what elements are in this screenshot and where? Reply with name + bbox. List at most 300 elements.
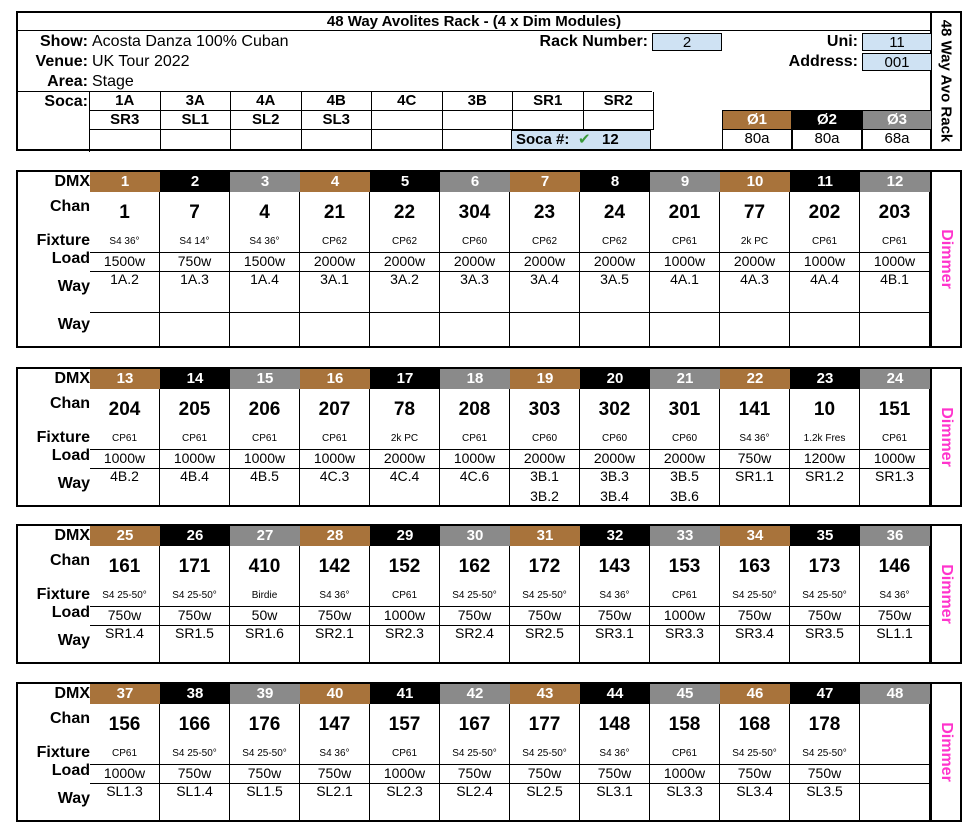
fixture-type[interactable]: CP62 — [391, 236, 417, 247]
way-value[interactable]: 4B.2 — [110, 468, 139, 484]
channel-column[interactable] — [580, 704, 650, 820]
chan-number[interactable]: 23 — [533, 202, 556, 223]
load-value[interactable]: 2000w — [580, 449, 649, 469]
load-value[interactable]: 750w — [790, 606, 859, 626]
load-value[interactable]: 1000w — [160, 449, 229, 469]
way-value[interactable]: SR1.6 — [245, 625, 284, 641]
channel-column[interactable] — [160, 546, 230, 662]
way-value[interactable]: SL3.3 — [666, 783, 703, 799]
load-label: Load — [51, 604, 90, 621]
way-value[interactable]: SR2.5 — [525, 625, 564, 641]
load-value[interactable]: 2000w — [510, 252, 579, 272]
soca-row2-cell[interactable] — [584, 111, 655, 130]
uni-label: Uni: — [826, 33, 858, 50]
way-divider — [510, 312, 579, 313]
fixture-type[interactable]: CP61 — [671, 748, 697, 759]
chan-number[interactable]: 158 — [668, 714, 701, 735]
channel-column[interactable] — [90, 704, 160, 820]
fixture-type[interactable]: CP60 — [671, 433, 697, 444]
chan-number[interactable]: 7 — [189, 202, 200, 223]
fixture-type[interactable]: S4 25-50° — [802, 748, 847, 759]
fixture-type[interactable]: CP61 — [181, 433, 207, 444]
chan-number[interactable]: 207 — [318, 399, 351, 420]
load-value[interactable]: 750w — [160, 764, 229, 784]
soca-row3-cell[interactable] — [302, 130, 373, 150]
fixture-type[interactable]: S4 25-50° — [802, 590, 847, 601]
way-divider — [230, 312, 299, 313]
fixture-type[interactable]: S4 25-50° — [102, 590, 147, 601]
channel-column[interactable] — [510, 546, 580, 662]
soca-row2-cell[interactable]: SL2 — [231, 111, 302, 130]
soca-row2-cell[interactable] — [443, 111, 514, 130]
sheet-title: 48 Way Avolites Rack - (4 x Dim Modules) — [18, 13, 930, 31]
chan-number[interactable]: 78 — [393, 399, 416, 420]
way-value[interactable]: 1A.4 — [250, 271, 279, 287]
load-value[interactable]: 50w — [230, 606, 299, 626]
way-value[interactable]: 3A.3 — [460, 271, 489, 287]
load-value[interactable]: 1000w — [440, 449, 509, 469]
load-value[interactable]: 750w — [720, 449, 789, 469]
fixture-type[interactable]: S4 36° — [599, 748, 630, 759]
way-divider — [580, 312, 649, 313]
venue-value[interactable]: UK Tour 2022 — [92, 53, 190, 70]
chan-number[interactable]: 152 — [388, 556, 421, 577]
chan-number[interactable]: 151 — [878, 399, 911, 420]
dimmer-label: Dimmer — [938, 407, 955, 467]
chan-number[interactable]: 157 — [388, 714, 421, 735]
channel-column[interactable] — [580, 192, 650, 346]
chan-number[interactable]: 142 — [318, 556, 351, 577]
way-divider — [90, 312, 159, 313]
way-value[interactable]: 3A.4 — [530, 271, 559, 287]
way-value[interactable]: SL2.4 — [456, 783, 493, 799]
way-label: Way — [57, 790, 90, 807]
load-value[interactable]: 750w — [230, 764, 299, 784]
load-value[interactable]: 750w — [580, 606, 649, 626]
fixture-type[interactable]: S4 36° — [739, 433, 770, 444]
load-value[interactable]: 2000w — [440, 252, 509, 272]
load-value[interactable]: 1000w — [230, 449, 299, 469]
fixture-type[interactable]: CP62 — [531, 236, 557, 247]
fixture-type[interactable]: CP61 — [881, 433, 907, 444]
fixture-type[interactable]: CP61 — [671, 590, 697, 601]
load-value[interactable]: 750w — [860, 606, 929, 626]
chan-number[interactable]: 201 — [668, 202, 701, 223]
chan-number[interactable]: 77 — [743, 202, 766, 223]
fixture-type[interactable]: CP60 — [531, 433, 557, 444]
soca-row3-cell[interactable] — [90, 130, 161, 150]
dmx-number: 15 — [230, 369, 300, 389]
load-value[interactable]: 1000w — [650, 252, 719, 272]
fixture-type[interactable]: S4 25-50° — [242, 748, 287, 759]
soca-row1-cell[interactable]: 4B — [302, 92, 373, 111]
soca-count-value: 12 — [602, 131, 619, 148]
channel-column[interactable] — [860, 546, 930, 662]
phase-summary — [722, 110, 932, 150]
channel-column[interactable] — [370, 704, 440, 820]
way-value[interactable]: SL1.3 — [106, 783, 143, 799]
way-value[interactable]: SL3.5 — [806, 783, 843, 799]
channel-column[interactable] — [580, 546, 650, 662]
way-value[interactable]: SR3.3 — [665, 625, 704, 641]
chan-number[interactable]: 156 — [108, 714, 141, 735]
way-value[interactable]: 3B.5 — [670, 468, 699, 484]
fixture-type[interactable]: CP61 — [111, 748, 137, 759]
load-value[interactable]: 2000w — [300, 252, 369, 272]
chan-number[interactable]: 141 — [738, 399, 771, 420]
channel-column[interactable] — [230, 704, 300, 820]
chan-number[interactable]: 202 — [808, 202, 841, 223]
channel-column[interactable] — [90, 389, 160, 505]
way-value[interactable]: SR1.3 — [875, 468, 914, 484]
channel-column[interactable] — [790, 704, 860, 820]
fixture-type[interactable]: CP61 — [671, 236, 697, 247]
soca-row2-cell[interactable]: SR3 — [90, 111, 161, 130]
way-value-2[interactable]: 3B.6 — [670, 488, 699, 504]
channel-column[interactable] — [440, 704, 510, 820]
dimmer-side-strip — [932, 524, 962, 664]
chan-number[interactable]: 172 — [528, 556, 561, 577]
way-value[interactable]: 3B.1 — [530, 468, 559, 484]
fixture-type[interactable]: CP60 — [601, 433, 627, 444]
load-value[interactable]: 1500w — [90, 252, 159, 272]
fixture-label: Fixture — [36, 232, 90, 249]
chan-number[interactable]: 166 — [178, 714, 211, 735]
channel-column[interactable] — [790, 546, 860, 662]
load-value[interactable]: 2000w — [370, 449, 439, 469]
chan-number[interactable]: 22 — [393, 202, 416, 223]
fixture-type[interactable]: S4 25-50° — [172, 590, 217, 601]
dmx-number: 19 — [510, 369, 580, 389]
address-field[interactable]: 001 — [862, 53, 932, 71]
chan-number[interactable]: 21 — [323, 202, 346, 223]
way-value[interactable]: 4C.3 — [319, 468, 350, 484]
chan-number[interactable]: 178 — [808, 714, 841, 735]
chan-number[interactable]: 177 — [528, 714, 561, 735]
load-value[interactable]: 750w — [790, 764, 859, 784]
fixture-type[interactable]: CP61 — [461, 433, 487, 444]
channel-column[interactable] — [790, 192, 860, 346]
soca-row1-cell[interactable]: 3A — [161, 92, 232, 111]
fixture-type[interactable]: CP61 — [111, 433, 137, 444]
chan-number[interactable]: 143 — [598, 556, 631, 577]
chan-number[interactable]: 171 — [178, 556, 211, 577]
fixture-type[interactable]: CP61 — [811, 236, 837, 247]
way-value[interactable]: SL1.5 — [246, 783, 283, 799]
way-value[interactable]: SR2.3 — [385, 625, 424, 641]
soca-row2-cell[interactable] — [372, 111, 443, 130]
load-value[interactable]: 2000w — [370, 252, 439, 272]
channel-column[interactable] — [440, 546, 510, 662]
fixture-type[interactable]: CP61 — [391, 748, 417, 759]
dmx-number: 33 — [650, 526, 720, 546]
channel-column[interactable] — [300, 546, 370, 662]
fixture-type[interactable]: S4 36° — [319, 590, 350, 601]
dimmer-label: Dimmer — [938, 564, 955, 624]
load-value[interactable]: 2000w — [580, 252, 649, 272]
load-value[interactable]: 750w — [160, 606, 229, 626]
fixture-type[interactable]: CP62 — [321, 236, 347, 247]
soca-row1-cell[interactable]: 1A — [90, 92, 161, 111]
way-value[interactable]: SR1.2 — [805, 468, 844, 484]
fixture-type[interactable]: S4 25-50° — [172, 748, 217, 759]
channel-column[interactable] — [860, 704, 930, 820]
channel-column[interactable] — [90, 546, 160, 662]
way-value[interactable]: 3B.3 — [600, 468, 629, 484]
uni-field[interactable]: 11 — [862, 33, 932, 51]
fixture-type[interactable]: CP61 — [251, 433, 277, 444]
fixture-type[interactable]: CP61 — [391, 590, 417, 601]
chan-number[interactable]: 304 — [458, 202, 491, 223]
channel-column[interactable] — [720, 704, 790, 820]
way-value[interactable]: 4A.3 — [740, 271, 769, 287]
fixture-type[interactable]: S4 36° — [599, 590, 630, 601]
way-value[interactable]: 1A.3 — [180, 271, 209, 287]
way-value[interactable]: SR3.1 — [595, 625, 634, 641]
dmx-number: 5 — [370, 172, 440, 192]
chan-number[interactable]: 167 — [458, 714, 491, 735]
channel-column[interactable] — [650, 192, 720, 346]
way-value[interactable]: 4C.4 — [389, 468, 420, 484]
way-divider — [160, 312, 229, 313]
way-value[interactable]: 3A.5 — [600, 271, 629, 287]
way-value[interactable]: SR1.4 — [105, 625, 144, 641]
load-value[interactable]: 1200w — [790, 449, 859, 469]
channel-column[interactable] — [580, 389, 650, 505]
channel-column[interactable] — [160, 704, 230, 820]
fixture-type[interactable]: S4 25-50° — [732, 590, 777, 601]
load-value[interactable]: 1000w — [370, 606, 439, 626]
fixture-type[interactable]: S4 25-50° — [732, 748, 777, 759]
soca-row1-cell[interactable]: SR1 — [513, 92, 584, 111]
fixture-type[interactable]: CP60 — [461, 236, 487, 247]
chan-number[interactable]: 301 — [668, 399, 701, 420]
way-value[interactable]: SR3.4 — [735, 625, 774, 641]
chan-number[interactable]: 148 — [598, 714, 631, 735]
load-value[interactable]: 750w — [510, 606, 579, 626]
channel-column[interactable] — [860, 192, 930, 346]
way-value[interactable]: 4A.1 — [670, 271, 699, 287]
load-value[interactable]: 750w — [580, 764, 649, 784]
fixture-type[interactable]: S4 36° — [879, 590, 910, 601]
chan-number[interactable]: 163 — [738, 556, 771, 577]
chan-number[interactable]: 24 — [603, 202, 626, 223]
chan-number[interactable]: 161 — [108, 556, 141, 577]
load-value[interactable]: 750w — [300, 764, 369, 784]
channel-column[interactable] — [440, 192, 510, 346]
channel-column[interactable] — [370, 546, 440, 662]
channel-column[interactable] — [160, 192, 230, 346]
load-value[interactable]: 750w — [300, 606, 369, 626]
channel-column[interactable] — [720, 192, 790, 346]
fixture-type[interactable]: S4 36° — [319, 748, 350, 759]
rack-header — [16, 11, 932, 151]
way-value[interactable]: SL2.5 — [526, 783, 563, 799]
channel-column[interactable] — [510, 389, 580, 505]
way-value[interactable]: SL2.1 — [316, 783, 353, 799]
way-value[interactable]: SL3.4 — [736, 783, 773, 799]
way-value[interactable]: 4B.4 — [180, 468, 209, 484]
load-value[interactable]: 750w — [720, 606, 789, 626]
channel-column[interactable] — [510, 704, 580, 820]
dmx-number: 34 — [720, 526, 790, 546]
load-value[interactable]: 1500w — [230, 252, 299, 272]
load-value[interactable]: 750w — [440, 606, 509, 626]
channel-column[interactable] — [720, 389, 790, 505]
fixture-type[interactable]: CP61 — [881, 236, 907, 247]
fixture-type[interactable]: S4 14° — [179, 236, 210, 247]
load-value[interactable]: 1000w — [90, 764, 159, 784]
way-value[interactable]: SR3.5 — [805, 625, 844, 641]
dmx-number: 24 — [860, 369, 930, 389]
way-value[interactable]: 4C.6 — [459, 468, 490, 484]
load-value[interactable]: 750w — [510, 764, 579, 784]
soca-row1-cell[interactable]: SR2 — [584, 92, 655, 111]
soca-row3-cell[interactable] — [443, 130, 514, 150]
load-value[interactable]: 2000w — [650, 449, 719, 469]
load-value[interactable]: 1000w — [370, 764, 439, 784]
channel-column[interactable] — [860, 389, 930, 505]
channel-column[interactable] — [300, 192, 370, 346]
soca-row3-cell[interactable] — [372, 130, 443, 150]
load-value[interactable]: 750w — [160, 252, 229, 272]
chan-number[interactable]: 168 — [738, 714, 771, 735]
channel-column[interactable] — [300, 704, 370, 820]
soca-row2-cell[interactable]: SL1 — [161, 111, 232, 130]
way-value[interactable]: 4A.4 — [810, 271, 839, 287]
load-value[interactable]: 1000w — [650, 606, 719, 626]
fixture-type[interactable]: CP62 — [601, 236, 627, 247]
channel-column[interactable] — [440, 389, 510, 505]
fixture-type[interactable]: S4 25-50° — [522, 748, 567, 759]
channel-column[interactable] — [790, 389, 860, 505]
way-value-2[interactable]: 3B.4 — [600, 488, 629, 504]
channel-column[interactable] — [650, 389, 720, 505]
fixture-type[interactable]: S4 25-50° — [522, 590, 567, 601]
channel-column[interactable] — [650, 546, 720, 662]
chan-number[interactable]: 162 — [458, 556, 491, 577]
channel-column[interactable] — [300, 389, 370, 505]
chan-number[interactable]: 146 — [878, 556, 911, 577]
way-value[interactable]: SR1.5 — [175, 625, 214, 641]
way-divider — [440, 312, 509, 313]
way-value[interactable]: SR2.1 — [315, 625, 354, 641]
way-value[interactable]: 3A.2 — [390, 271, 419, 287]
area-label: Area: — [47, 73, 88, 90]
channel-column[interactable] — [230, 389, 300, 505]
load-value[interactable]: 750w — [90, 606, 159, 626]
fixture-type[interactable]: 2k PC — [740, 236, 769, 247]
chan-number[interactable]: 176 — [248, 714, 281, 735]
load-value[interactable]: 1000w — [860, 252, 929, 272]
fixture-type[interactable]: S4 36° — [109, 236, 140, 247]
way-value[interactable]: 1A.2 — [110, 271, 139, 287]
chan-number[interactable]: 153 — [668, 556, 701, 577]
dmx-number: 43 — [510, 684, 580, 704]
way-value[interactable]: 4B.1 — [880, 271, 909, 287]
rack-number-field[interactable]: 2 — [652, 33, 722, 51]
load-value[interactable]: 1000w — [860, 449, 929, 469]
fixture-type[interactable]: Birdie — [251, 590, 278, 601]
fixture-type[interactable]: S4 25-50° — [452, 590, 497, 601]
way-value[interactable]: SL3.1 — [596, 783, 633, 799]
phase-amps: 80a — [722, 130, 792, 150]
channel-column[interactable] — [160, 389, 230, 505]
soca-row3-cell[interactable] — [231, 130, 302, 150]
channel-column[interactable] — [230, 192, 300, 346]
channel-column[interactable] — [510, 192, 580, 346]
dmx-number: 36 — [860, 526, 930, 546]
way-value[interactable]: 3A.1 — [320, 271, 349, 287]
chan-number[interactable]: 205 — [178, 399, 211, 420]
channel-column[interactable] — [370, 192, 440, 346]
way-divider — [720, 312, 789, 313]
soca-row1-cell[interactable]: 3B — [443, 92, 514, 111]
way-value[interactable]: 4B.5 — [250, 468, 279, 484]
way-value[interactable]: SL1.4 — [176, 783, 213, 799]
chan-number[interactable]: 410 — [248, 556, 281, 577]
chan-number[interactable]: 173 — [808, 556, 841, 577]
way-value-2[interactable]: 3B.2 — [530, 488, 559, 504]
fixture-type[interactable]: 2k PC — [390, 433, 419, 444]
channel-column[interactable] — [230, 546, 300, 662]
channel-column[interactable] — [370, 389, 440, 505]
chan-number[interactable]: 302 — [598, 399, 631, 420]
soca-row3-cell[interactable] — [161, 130, 232, 150]
area-value[interactable]: Stage — [92, 73, 134, 90]
channel-column[interactable] — [650, 704, 720, 820]
soca-row1-cell[interactable]: 4A — [231, 92, 302, 111]
phase-header: Ø3 — [862, 110, 932, 130]
load-value[interactable]: 750w — [720, 764, 789, 784]
load-value[interactable]: 1000w — [300, 449, 369, 469]
fixture-type[interactable]: S4 25-50° — [452, 748, 497, 759]
way-value[interactable]: SR2.4 — [455, 625, 494, 641]
way-value[interactable]: SL2.3 — [386, 783, 423, 799]
soca-row1-cell[interactable]: 4C — [372, 92, 443, 111]
load-value[interactable]: 1000w — [650, 764, 719, 784]
way-value[interactable]: SL1.1 — [876, 625, 913, 641]
chan-number[interactable]: 4 — [259, 202, 270, 223]
soca-row2-cell[interactable] — [513, 111, 584, 130]
channel-column[interactable] — [90, 192, 160, 346]
load-value[interactable]: 2000w — [720, 252, 789, 272]
fixture-type[interactable]: S4 36° — [249, 236, 280, 247]
load-value[interactable]: 2000w — [510, 449, 579, 469]
way-value[interactable]: SR1.1 — [735, 468, 774, 484]
channel-column[interactable] — [720, 546, 790, 662]
chan-number[interactable]: 203 — [878, 202, 911, 223]
load-value[interactable]: 1000w — [90, 449, 159, 469]
fixture-type[interactable]: 1.2k Fres — [803, 433, 846, 444]
load-value[interactable]: 750w — [440, 764, 509, 784]
chan-number[interactable]: 208 — [458, 399, 491, 420]
chan-number[interactable]: 303 — [528, 399, 561, 420]
load-value[interactable] — [860, 764, 929, 784]
chan-number[interactable]: 204 — [108, 399, 141, 420]
chan-number[interactable]: 147 — [318, 714, 351, 735]
dmx-number: 47 — [790, 684, 860, 704]
chan-number[interactable]: 206 — [248, 399, 281, 420]
soca-row2-cell[interactable]: SL3 — [302, 111, 373, 130]
dmx-label: DMX — [54, 527, 90, 544]
show-value[interactable]: Acosta Danza 100% Cuban — [92, 33, 289, 50]
load-value[interactable]: 1000w — [790, 252, 859, 272]
chan-number[interactable]: 1 — [119, 202, 130, 223]
dmx-number: 38 — [160, 684, 230, 704]
chan-number[interactable]: 10 — [813, 399, 836, 420]
fixture-type[interactable]: CP61 — [321, 433, 347, 444]
